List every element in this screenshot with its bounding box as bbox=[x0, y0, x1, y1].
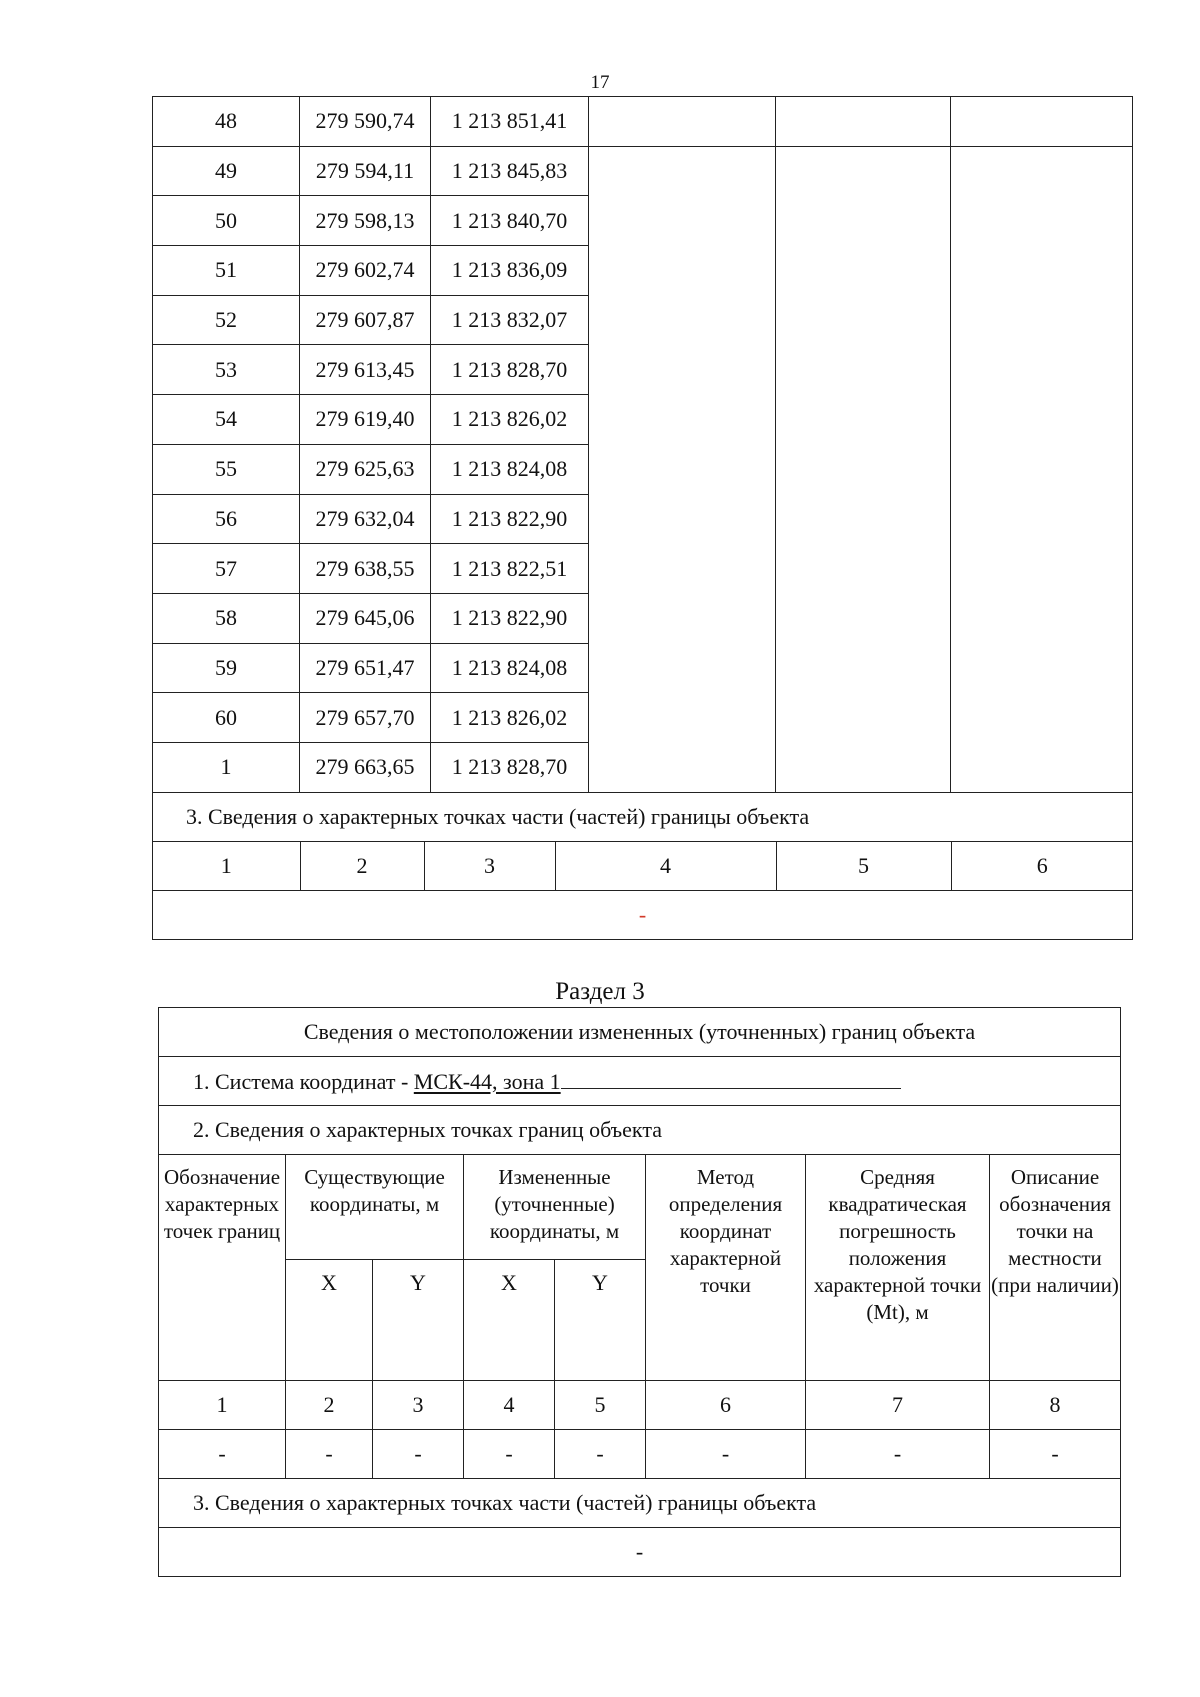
dash-cell: - bbox=[806, 1430, 990, 1479]
point-number: 51 bbox=[153, 246, 300, 296]
coord-x: 279 619,40 bbox=[300, 395, 431, 445]
point-number: 56 bbox=[153, 494, 300, 544]
col-number-7: 7 bbox=[806, 1381, 990, 1430]
changed-boundaries-table bbox=[158, 1007, 1121, 1577]
section-title: Раздел 3 bbox=[555, 978, 645, 1005]
coord-y: 1 213 824,08 bbox=[431, 643, 589, 693]
dash-cell: - bbox=[646, 1430, 806, 1479]
coord-y: 1 213 826,02 bbox=[431, 395, 589, 445]
coord-system-value: МСК-44, зона 1 bbox=[413, 1068, 561, 1094]
part-heading-row bbox=[153, 792, 1133, 841]
coord-y: 1 213 822,90 bbox=[431, 494, 589, 544]
coord-x: 279 602,74 bbox=[300, 246, 431, 296]
coord-y: 1 213 828,70 bbox=[431, 345, 589, 395]
coord-y: 1 213 828,70 bbox=[431, 742, 589, 792]
empty-dash: - bbox=[153, 890, 1133, 939]
header-method: Метод определения координат характерной точки bbox=[646, 1155, 806, 1381]
header-changed-x: X bbox=[464, 1260, 555, 1381]
coord-x: 279 613,45 bbox=[300, 345, 431, 395]
coord-y: 1 213 840,70 bbox=[431, 196, 589, 246]
coord-y: 1 213 845,83 bbox=[431, 146, 589, 196]
blank-underline bbox=[561, 1068, 901, 1089]
coord-x: 279 594,11 bbox=[300, 146, 431, 196]
header-designation: Обозначение характерных точек границ bbox=[159, 1155, 286, 1381]
coord-x: 279 590,74 bbox=[300, 97, 431, 147]
page-number: 17 bbox=[590, 72, 610, 93]
coord-system-line bbox=[159, 1057, 1121, 1106]
header-existing: Существующие координаты, м bbox=[286, 1155, 464, 1260]
coord-x: 279 632,04 bbox=[300, 494, 431, 544]
coord-x: 279 663,65 bbox=[300, 742, 431, 792]
point-number: 59 bbox=[153, 643, 300, 693]
col-number-6: 6 bbox=[646, 1381, 806, 1430]
point-number: 60 bbox=[153, 693, 300, 743]
coord-y: 1 213 851,41 bbox=[431, 97, 589, 147]
header-existing-y: Y bbox=[373, 1260, 464, 1381]
point-number: 54 bbox=[153, 395, 300, 445]
header-changed-y: Y bbox=[555, 1260, 646, 1381]
coord-x: 279 625,63 bbox=[300, 444, 431, 494]
part-heading: 3. Сведения о характерных точках части (частей) границы объекта bbox=[153, 792, 1133, 841]
point-number: 49 bbox=[153, 146, 300, 196]
coordinates-table bbox=[152, 96, 1133, 940]
header-existing-x: X bbox=[286, 1260, 373, 1381]
part-heading: 3. Сведения о характерных точках части (частей) границы объекта bbox=[159, 1479, 1121, 1528]
col-number-5: 5 bbox=[776, 842, 951, 890]
coord-system-prefix: 1. Система координат - bbox=[193, 1068, 414, 1094]
table-title: Сведения о местоположении измененных (уточненных) границ объекта bbox=[159, 1008, 1121, 1057]
empty-dash: - bbox=[159, 1528, 1121, 1577]
coord-x: 279 638,55 bbox=[300, 544, 431, 594]
col-number-2: 2 bbox=[300, 842, 424, 890]
point-number: 48 bbox=[153, 97, 300, 147]
header-description: Описание обозначения точки на местности (при наличии) bbox=[990, 1155, 1121, 1381]
empty-col-4 bbox=[589, 146, 776, 792]
coord-x: 279 651,47 bbox=[300, 643, 431, 693]
coord-x: 279 598,13 bbox=[300, 196, 431, 246]
empty-col-5 bbox=[776, 97, 951, 147]
col-number-1: 1 bbox=[220, 852, 232, 878]
coord-y: 1 213 824,08 bbox=[431, 444, 589, 494]
empty-col-6 bbox=[951, 146, 1133, 792]
coordinates-table-body bbox=[153, 97, 1133, 940]
coord-x: 279 645,06 bbox=[300, 593, 431, 643]
coord-x: 279 607,87 bbox=[300, 295, 431, 345]
column-numbers-row bbox=[159, 1381, 1121, 1430]
header-changed: Измененные (уточненные) координаты, м bbox=[464, 1155, 646, 1260]
dash-cell: - bbox=[555, 1430, 646, 1479]
point-number: 53 bbox=[153, 345, 300, 395]
point-number: 50 bbox=[153, 196, 300, 246]
coord-y: 1 213 832,07 bbox=[431, 295, 589, 345]
dash-cell: - bbox=[990, 1430, 1121, 1479]
col-number-3: 3 bbox=[373, 1381, 464, 1430]
point-number: 52 bbox=[153, 295, 300, 345]
empty-col-6 bbox=[951, 97, 1133, 147]
col-number-2: 2 bbox=[286, 1381, 373, 1430]
point-number: 1 bbox=[153, 742, 300, 792]
table-row bbox=[153, 146, 1133, 196]
column-numbers bbox=[153, 842, 1133, 890]
empty-row bbox=[153, 890, 1133, 939]
column-numbers-row bbox=[153, 841, 1133, 890]
coord-y: 1 213 822,90 bbox=[431, 593, 589, 643]
dash-cell: - bbox=[286, 1430, 373, 1479]
empty-col-5 bbox=[776, 146, 951, 792]
coord-y: 1 213 826,02 bbox=[431, 693, 589, 743]
dash-cell: - bbox=[159, 1430, 286, 1479]
col-number-4: 4 bbox=[555, 842, 776, 890]
col-number-5: 5 bbox=[555, 1381, 646, 1430]
dash-cell: - bbox=[464, 1430, 555, 1479]
col-number-8: 8 bbox=[990, 1381, 1121, 1430]
empty-col-4 bbox=[589, 97, 776, 147]
col-number-1: 1 bbox=[159, 1381, 286, 1430]
coord-x: 279 657,70 bbox=[300, 693, 431, 743]
point-number: 55 bbox=[153, 444, 300, 494]
col-number-6: 6 bbox=[951, 842, 1133, 890]
point-number: 57 bbox=[153, 544, 300, 594]
coord-y: 1 213 822,51 bbox=[431, 544, 589, 594]
point-number: 58 bbox=[153, 593, 300, 643]
header-error: Средняя квадратическая погрешность положения характерной точки (Mt), м bbox=[806, 1155, 990, 1381]
dash-row bbox=[159, 1430, 1121, 1479]
col-number-3: 3 bbox=[424, 842, 555, 890]
coord-y: 1 213 836,09 bbox=[431, 246, 589, 296]
dash-cell: - bbox=[373, 1430, 464, 1479]
col-number-4: 4 bbox=[464, 1381, 555, 1430]
table-row bbox=[153, 97, 1133, 147]
points-heading: 2. Сведения о характерных точках границ объекта bbox=[159, 1106, 1121, 1155]
